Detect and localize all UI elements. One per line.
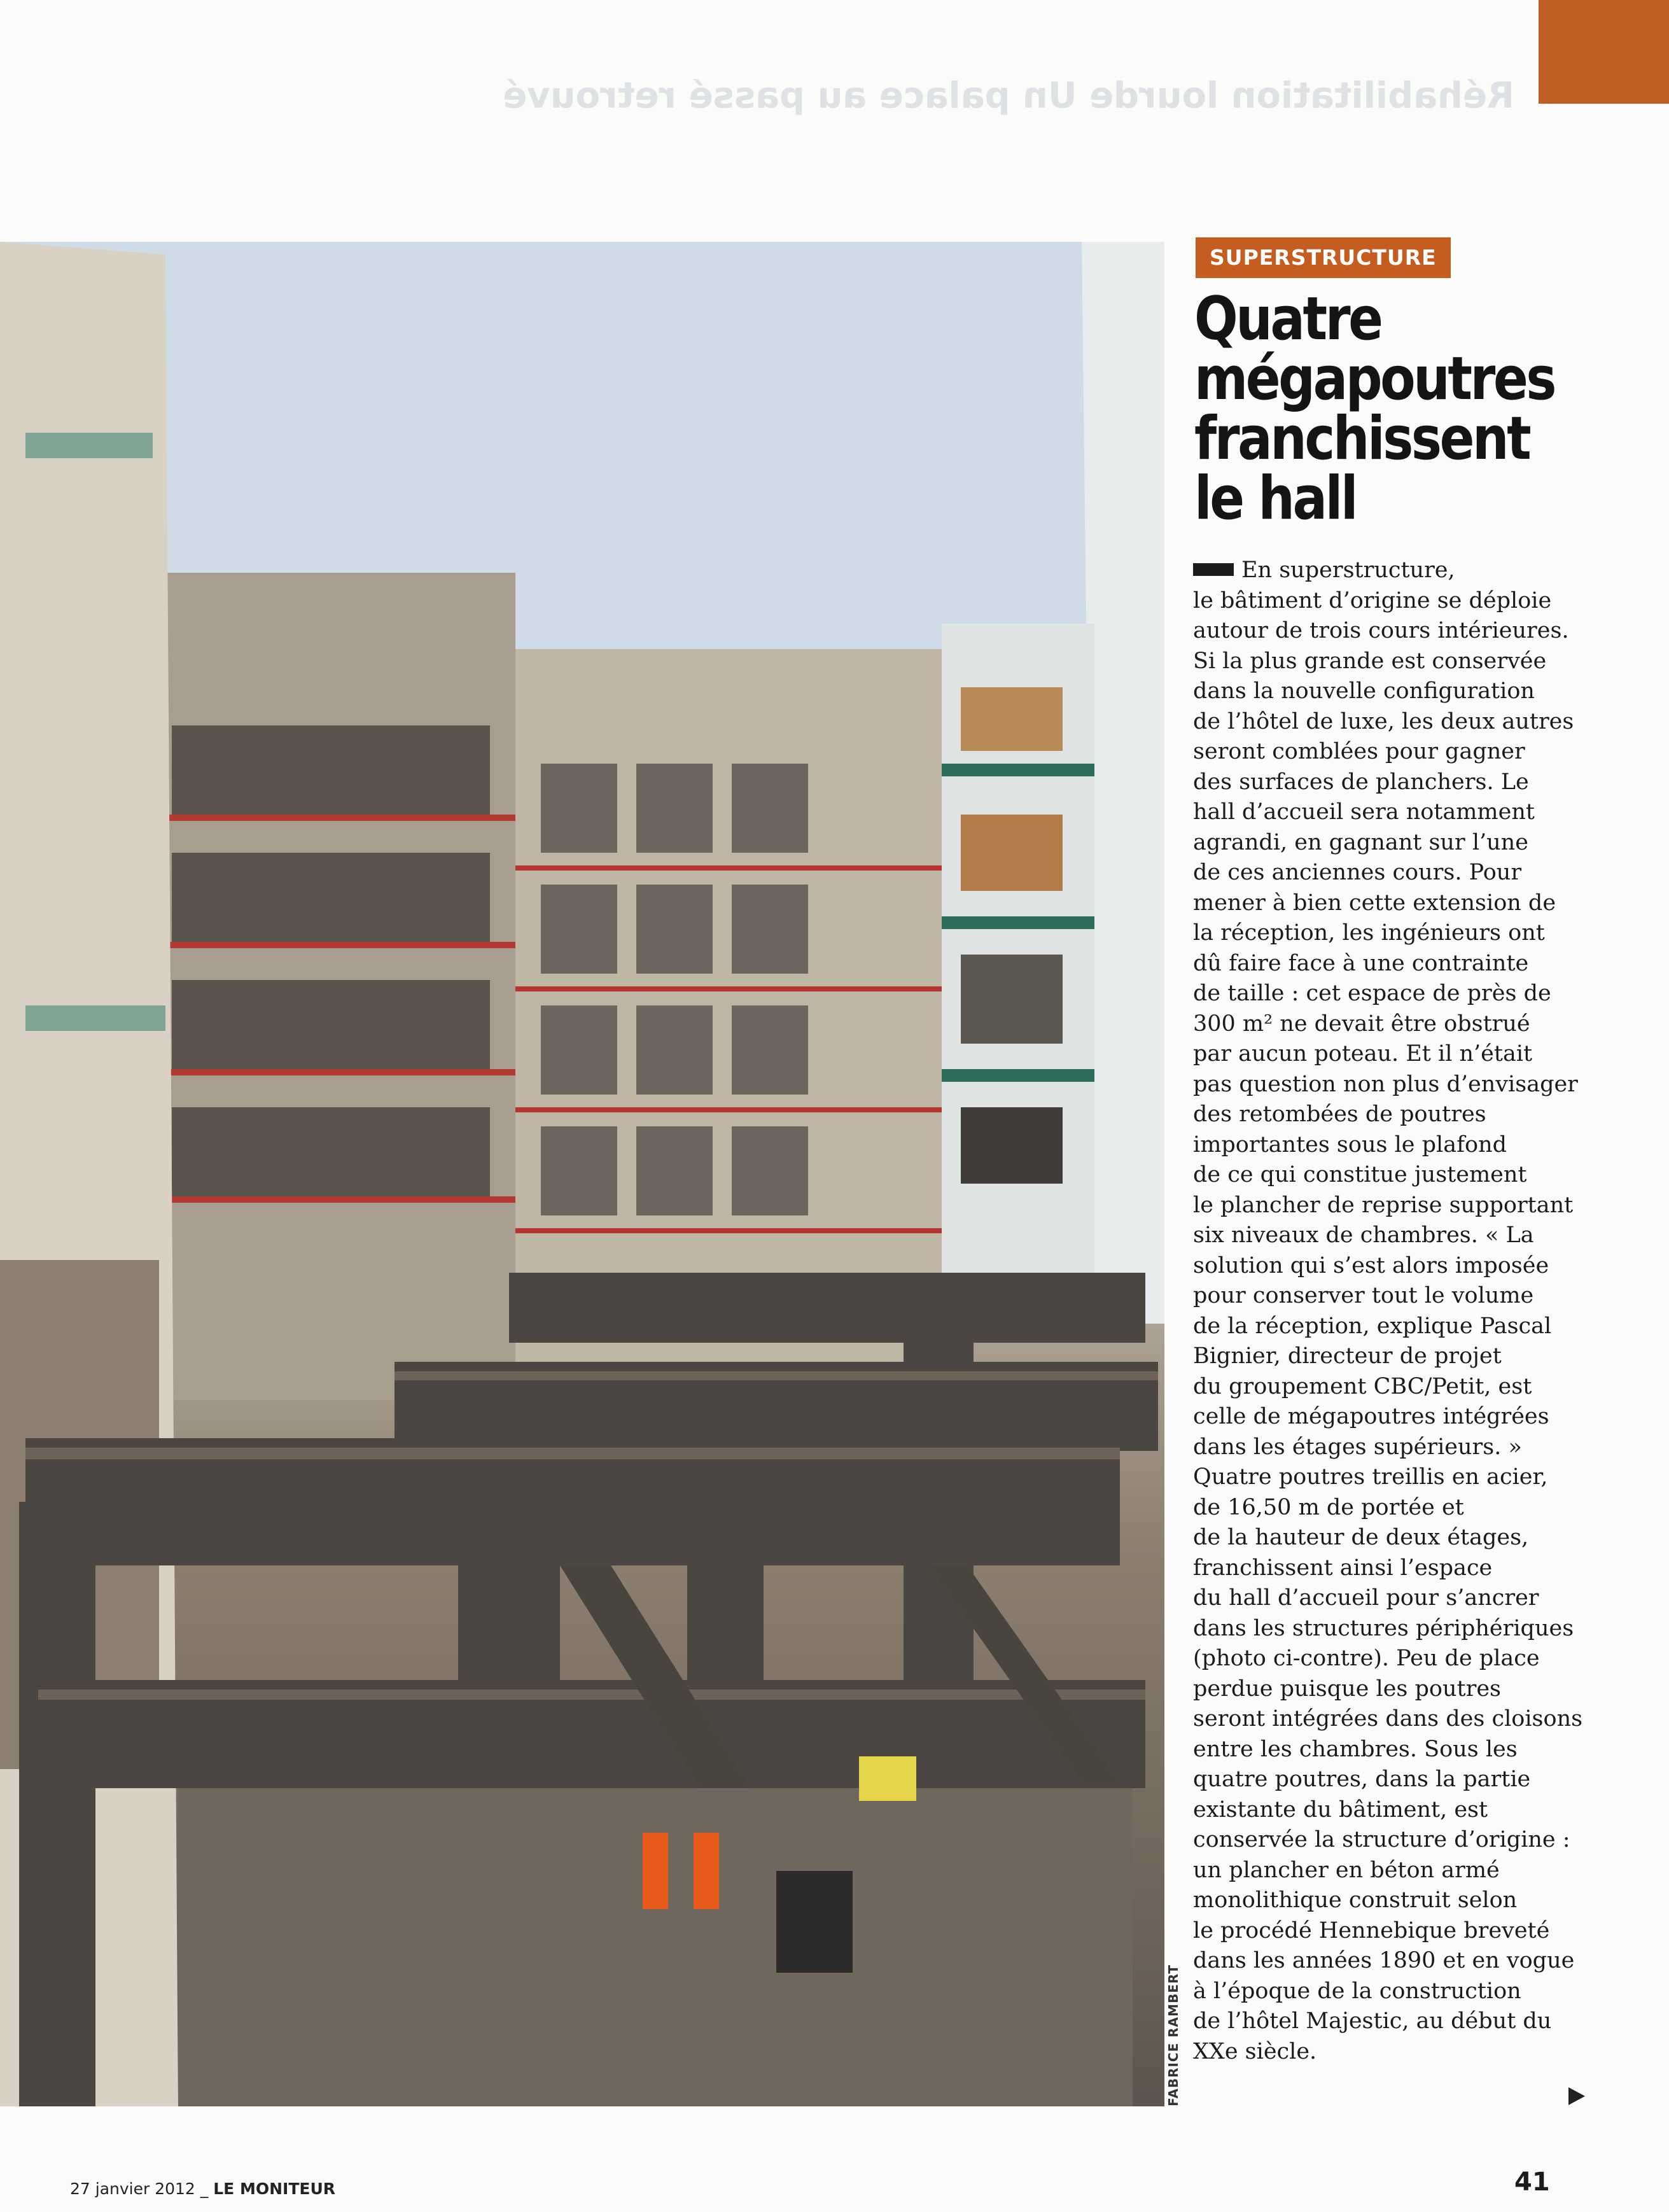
- body-line: [1193, 1160, 1549, 1191]
- body-line-text: de 16,50 m de portée et: [1193, 1494, 1464, 1520]
- body-line: [1193, 1614, 1574, 1644]
- body-line-text: hall d’accueil sera notamment: [1193, 799, 1535, 825]
- body-line-text: un plancher en béton armé: [1193, 1857, 1500, 1883]
- page-number: 41: [1514, 2167, 1550, 2197]
- body-line-text: franchissent ainsi l’espace: [1193, 1555, 1493, 1581]
- body-line: [1193, 1009, 1549, 1040]
- construction-photo: [0, 242, 1164, 2106]
- body-line: [1193, 1916, 1549, 1947]
- body-line-text: XXe siècle.: [1193, 2038, 1317, 2064]
- body-line-text: importantes sous le plafond: [1193, 1131, 1507, 1158]
- bleed-through-text: [1553, 509, 1669, 2100]
- body-line-text: En superstructure,: [1241, 557, 1455, 583]
- body-line-text: 300 m² ne devait être obstrué: [1193, 1011, 1530, 1037]
- lead-marker-icon: [1193, 563, 1234, 576]
- body-line: [1193, 1644, 1549, 1674]
- body-line: [1193, 797, 1549, 828]
- body-line-text: pas question non plus d’envisager: [1193, 1071, 1578, 1097]
- body-line: [1193, 1312, 1552, 1342]
- body-line: [1193, 858, 1549, 888]
- body-line-text: de ce qui constitue justement: [1193, 1162, 1527, 1187]
- body-line-text: dans les étages supérieurs. »: [1193, 1434, 1522, 1460]
- body-line: [1193, 1251, 1549, 1282]
- body-line: [1193, 1735, 1549, 1765]
- photo-credit: FABRICE RAMBERT: [1166, 1964, 1181, 2106]
- body-line-text: de l’hôtel de luxe, les deux autres: [1193, 708, 1574, 734]
- footer-folio: [70, 2180, 335, 2198]
- body-line-text: le procédé Hennebique breveté: [1193, 1917, 1550, 1943]
- body-line-text: de l’hôtel Majestic, au début du: [1193, 2008, 1552, 2034]
- body-line: [1193, 1704, 1583, 1735]
- body-line: [1193, 1795, 1549, 1826]
- body-line-text: quatre poutres, dans la partie: [1193, 1767, 1531, 1792]
- body-line-text: des retombées de poutres: [1193, 1102, 1486, 1127]
- body-line: [1193, 1886, 1549, 1916]
- continue-arrow-icon: [1568, 2087, 1585, 2105]
- body-line: [1193, 1130, 1549, 1161]
- body-line-text: dans les années 1890 et en vogue: [1193, 1948, 1575, 1973]
- section-rubric: SUPERSTRUCTURE: [1196, 237, 1451, 278]
- body-line-text: dû faire face à une contrainte: [1193, 950, 1529, 976]
- body-line: [1193, 979, 1549, 1009]
- headline-line: mégapoutres: [1194, 344, 1555, 414]
- body-line: [1193, 1341, 1549, 1372]
- body-line-text: entre les chambres. Sous les: [1193, 1736, 1518, 1762]
- corner-color-tab: [1539, 0, 1669, 104]
- body-line-text: conservée la structure d’origine :: [1193, 1827, 1570, 1852]
- body-line-text: monolithique construit selon: [1193, 1887, 1518, 1913]
- article-headline: [1194, 284, 1555, 533]
- body-line-text: de ces anciennes cours. Pour: [1193, 860, 1522, 885]
- headline-line: franchissent: [1194, 404, 1530, 473]
- body-line: [1193, 1553, 1549, 1584]
- body-line: [1193, 616, 1569, 647]
- body-line-text: dans les structures périphériques: [1193, 1615, 1574, 1641]
- body-line-text: mener à bien cette extension de: [1193, 890, 1556, 916]
- body-line-text: solution qui s’est alors imposée: [1193, 1252, 1549, 1278]
- body-line: [1193, 1825, 1570, 1856]
- body-line: [1193, 888, 1556, 919]
- body-line: [1193, 2037, 1549, 2068]
- body-line: [1193, 767, 1549, 798]
- body-line: [1193, 647, 1549, 677]
- body-line: [1193, 556, 1549, 586]
- body-line-text: de taille : cet espace de près de: [1193, 981, 1551, 1006]
- body-line-text: celle de mégapoutres intégrées: [1193, 1404, 1549, 1429]
- body-line-text: (photo ci-contre). Peu de place: [1193, 1646, 1540, 1671]
- construction-photo-illustration: [0, 242, 1164, 2106]
- body-line: [1193, 1765, 1549, 1795]
- body-line-text: seront comblées pour gagner: [1193, 739, 1525, 764]
- body-line-text: dans la nouvelle configuration: [1193, 678, 1535, 704]
- body-line-text: par aucun poteau. Et il n’était: [1193, 1041, 1533, 1067]
- body-line: [1193, 1191, 1574, 1221]
- body-line: [1193, 1402, 1549, 1432]
- body-line: [1193, 949, 1549, 979]
- body-line-text: Si la plus grande est conservée: [1193, 648, 1547, 674]
- headline-line: Quatre: [1194, 284, 1381, 354]
- body-line-text: Bignier, directeur de projet: [1193, 1343, 1502, 1369]
- body-line-text: de la hauteur de deux étages,: [1193, 1525, 1529, 1550]
- folio-separator: _: [200, 2180, 209, 2198]
- body-line-text: du hall d’accueil pour s’ancrer: [1193, 1585, 1539, 1611]
- body-line: [1193, 1432, 1549, 1463]
- body-line-text: la réception, les ingénieurs ont: [1193, 920, 1545, 946]
- body-line: [1193, 737, 1549, 767]
- body-line: [1193, 1070, 1578, 1100]
- body-line: [1193, 1523, 1549, 1553]
- body-line: [1193, 1039, 1549, 1070]
- body-line-text: de la réception, explique Pascal: [1193, 1313, 1552, 1339]
- body-line-text: autour de trois cours intérieures.: [1193, 618, 1569, 643]
- body-line-text: Quatre poutres treillis en acier,: [1193, 1464, 1548, 1490]
- body-line-text: le plancher de reprise supportant: [1193, 1192, 1574, 1218]
- body-line: [1193, 918, 1549, 949]
- body-line-text: six niveaux de chambres. « La: [1193, 1222, 1534, 1248]
- body-line: [1193, 2006, 1552, 2037]
- body-line-text: le bâtiment d’origine se déploie: [1193, 587, 1552, 613]
- body-line-text: existante du bâtiment, est: [1193, 1796, 1488, 1823]
- headline-line: le hall: [1194, 464, 1357, 533]
- body-line-text: des surfaces de planchers. Le: [1193, 769, 1529, 795]
- article-body: [1193, 556, 1583, 2067]
- body-line: [1193, 1462, 1549, 1493]
- magazine-name: LE MONITEUR: [213, 2180, 335, 2198]
- body-line: [1193, 1281, 1549, 1312]
- issue-date: 27 janvier 2012: [70, 2180, 195, 2198]
- body-line: [1193, 1372, 1549, 1403]
- body-line: [1193, 676, 1549, 707]
- bleed-through-running-header: Réhabilitation lourde Un palace au passé retrouvé: [503, 75, 1514, 116]
- body-line: [1193, 707, 1574, 738]
- body-line-text: perdue puisque les poutres: [1193, 1676, 1502, 1702]
- body-line: [1193, 1977, 1549, 2007]
- body-line-text: pour conserver tout le volume: [1193, 1283, 1534, 1308]
- body-line: [1193, 1221, 1549, 1251]
- body-line: [1193, 1493, 1549, 1523]
- body-line: [1193, 1583, 1549, 1614]
- body-line: [1193, 1674, 1549, 1705]
- body-line: [1193, 586, 1552, 617]
- body-line-text: du groupement CBC/Petit, est: [1193, 1373, 1532, 1399]
- body-line: [1193, 828, 1549, 858]
- body-line-text: à l’époque de la construction: [1193, 1978, 1521, 2004]
- body-line: [1193, 1100, 1549, 1130]
- body-line: [1193, 1856, 1549, 1886]
- body-line: [1193, 1946, 1575, 1977]
- body-line-text: seront intégrées dans des cloisons: [1193, 1706, 1583, 1732]
- body-line-text: agrandi, en gagnant sur l’une: [1193, 829, 1528, 855]
